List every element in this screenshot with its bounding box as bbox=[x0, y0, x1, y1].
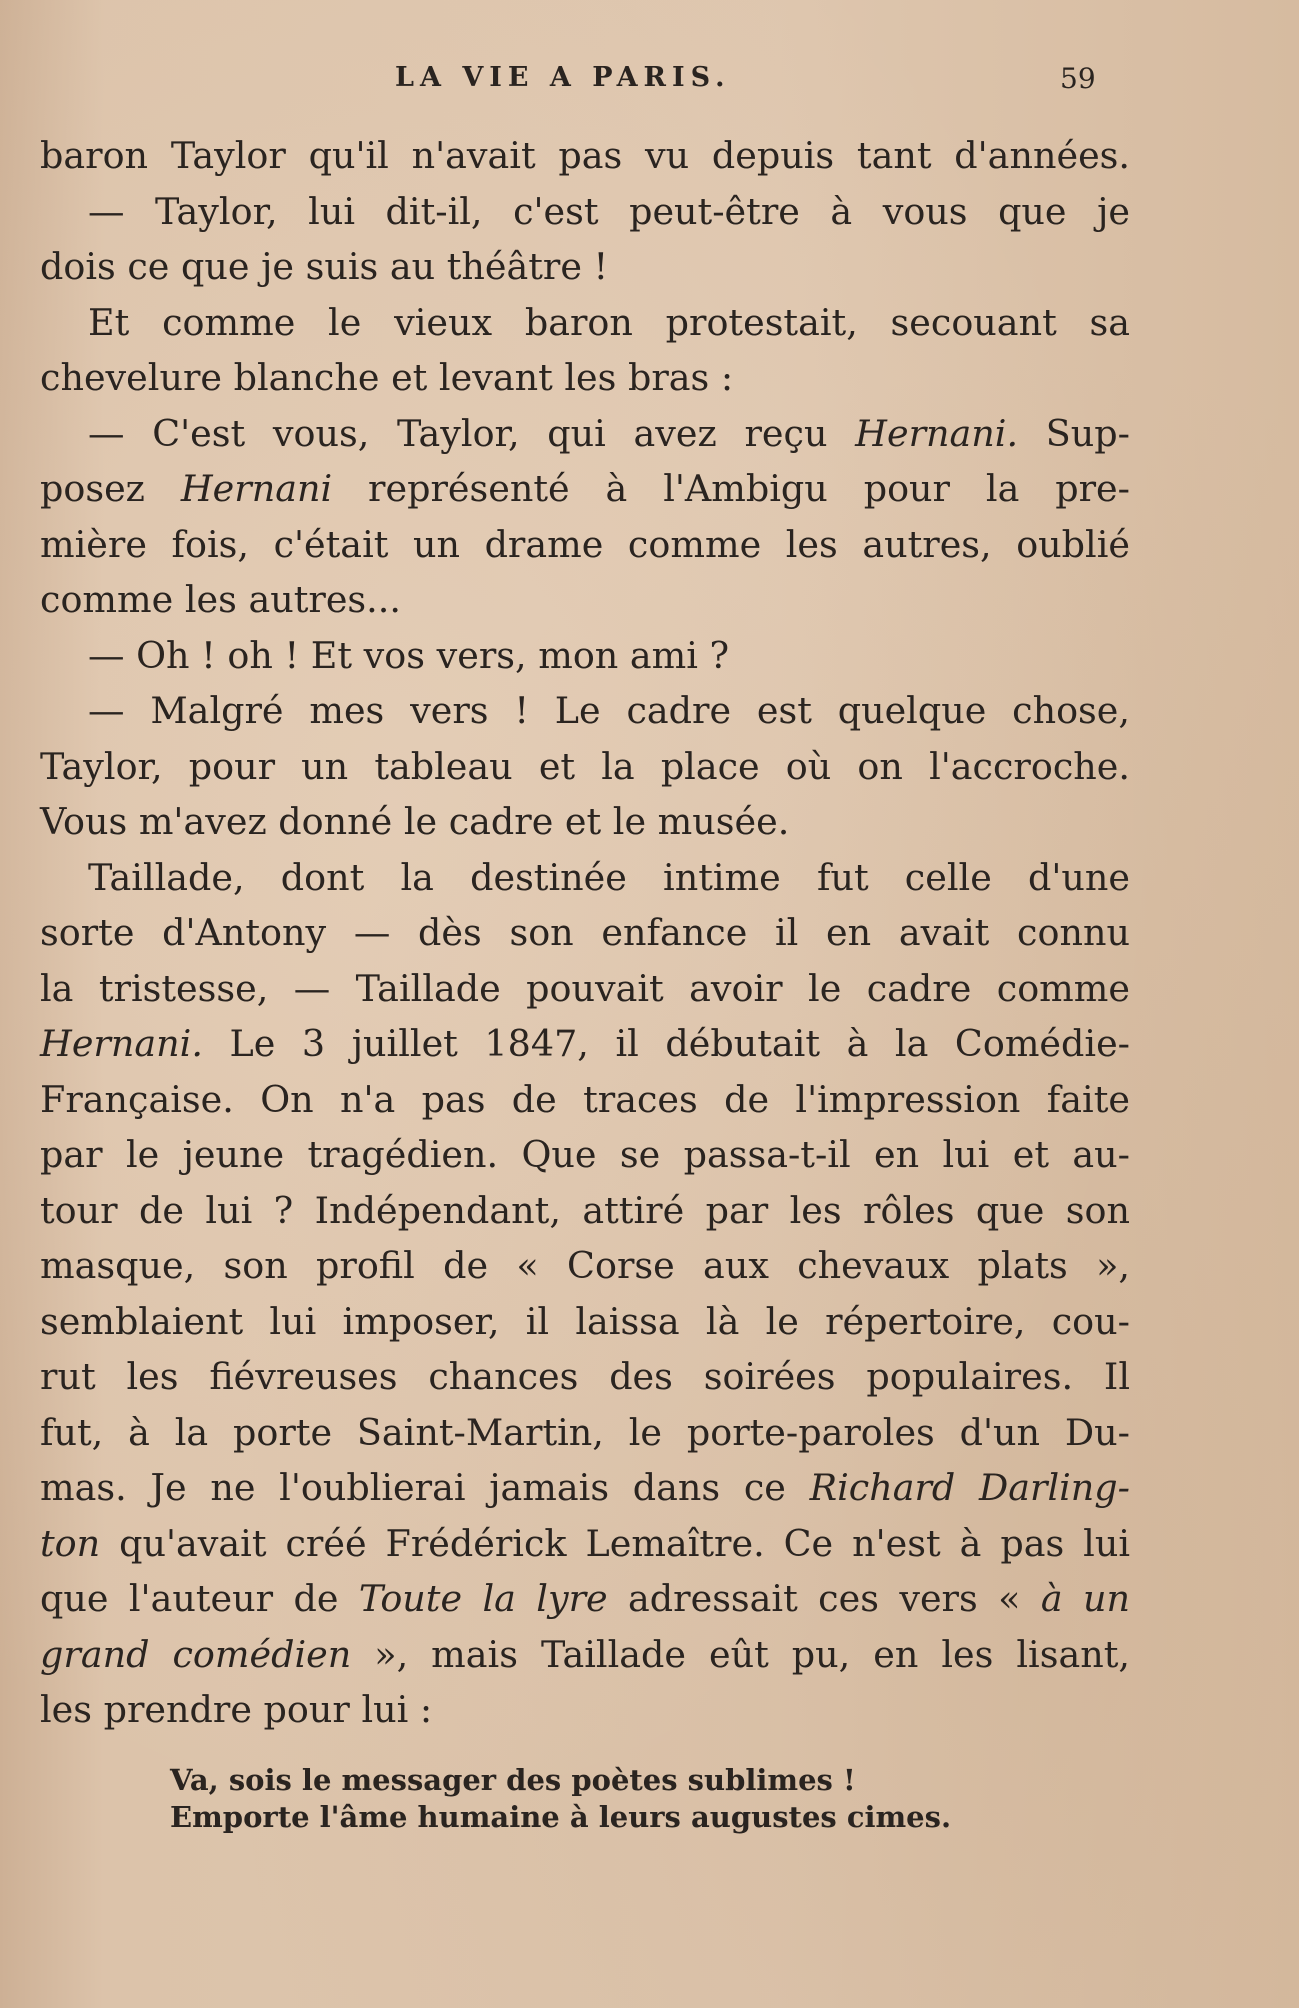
verse-quote bbox=[170, 1762, 951, 1836]
text-line: tour de lui ? Indépendant, attiré par les rôles que son bbox=[40, 1188, 1130, 1232]
page-header bbox=[0, 62, 1299, 102]
text-line: Et comme le vieux baron protestait, secouant sa bbox=[88, 300, 1130, 344]
text-line: Taillade, dont la destinée intime fut celle d'une bbox=[88, 855, 1130, 899]
text-line: chevelure blanche et levant les bras : bbox=[40, 356, 734, 399]
text-line: — Oh ! oh ! Et vos vers, mon ami ? bbox=[88, 633, 730, 677]
text-line: baron Taylor qu'il n'avait pas vu depuis tant d'années. bbox=[40, 134, 1130, 177]
text-line: la tristesse, — Taillade pouvait avoir le cadre comme bbox=[40, 966, 1130, 1010]
text-line: mas. Je ne l'oublierai jamais dans ce Richard Darling- bbox=[40, 1466, 1130, 1509]
text-line: masque, son profil de « Corse aux chevaux plats », bbox=[40, 1244, 1130, 1287]
text-line: rut les fiévreuses chances des soirées populaires. Il bbox=[40, 1355, 1130, 1398]
body-text bbox=[40, 128, 1130, 1738]
text-line: mière fois, c'était un drame comme les autres, oublié bbox=[40, 522, 1130, 566]
text-line: par le jeune tragédien. Que se passa-t-il en lui et au- bbox=[40, 1133, 1130, 1176]
text-line: Taylor, pour un tableau et la place où on l'accroche. bbox=[40, 744, 1130, 788]
verse-line: Va, sois le messager des poètes sublimes ! bbox=[170, 1763, 856, 1797]
text-line: posez Hernani représenté à l'Ambigu pour la pre- bbox=[40, 467, 1130, 510]
italic-title: Richard Darling- bbox=[809, 1466, 1130, 1509]
page-number: 59 bbox=[1060, 62, 1096, 95]
text-line: que l'auteur de Toute la lyre adressait ces vers « à un bbox=[40, 1577, 1130, 1620]
running-title: LA VIE A PARIS. bbox=[395, 62, 731, 93]
text-line: — C'est vous, Taylor, qui avez reçu Hernani. Sup- bbox=[88, 411, 1131, 455]
italic-title: Hernani. bbox=[40, 1022, 203, 1065]
text-line: comme les autres... bbox=[40, 578, 401, 621]
text-line: — Malgré mes vers ! Le cadre est quelque chose, bbox=[88, 689, 1130, 732]
text-line: Hernani. Le 3 juillet 1847, il débutait à la Comédie- bbox=[40, 1022, 1130, 1065]
text-line: — Taylor, lui dit-il, c'est peut-être à vous que je bbox=[88, 189, 1130, 233]
text-line: dois ce que je suis au théâtre ! bbox=[40, 245, 609, 288]
text-line: Vous m'avez donné le cadre et le musée. bbox=[40, 800, 790, 843]
verse-line: Emporte l'âme humaine à leurs augustes cimes. bbox=[170, 1800, 952, 1834]
italic-title: ton bbox=[40, 1521, 101, 1565]
text-line: fut, à la porte Saint-Martin, le porte-paroles d'un Du- bbox=[40, 1410, 1130, 1454]
italic-title: grand comédien bbox=[40, 1632, 352, 1676]
italic-title: Hernani. bbox=[855, 411, 1019, 455]
text-line: sorte d'Antony — dès son enfance il en avait connu bbox=[40, 911, 1130, 954]
text-line: ton qu'avait créé Frédérick Lemaître. Ce n'est à pas lui bbox=[40, 1521, 1130, 1565]
text-line: grand comédien », mais Taillade eût pu, en les lisant, bbox=[40, 1632, 1130, 1676]
italic-title: Hernani bbox=[180, 467, 333, 510]
text-line: Française. On n'a pas de traces de l'impression faite bbox=[40, 1077, 1130, 1121]
italic-title: Toute la lyre bbox=[358, 1577, 608, 1620]
text-line: les prendre pour lui : bbox=[40, 1688, 433, 1731]
text-line: semblaient lui imposer, il laissa là le répertoire, cou- bbox=[40, 1299, 1130, 1343]
italic-title: à un bbox=[1040, 1577, 1130, 1620]
